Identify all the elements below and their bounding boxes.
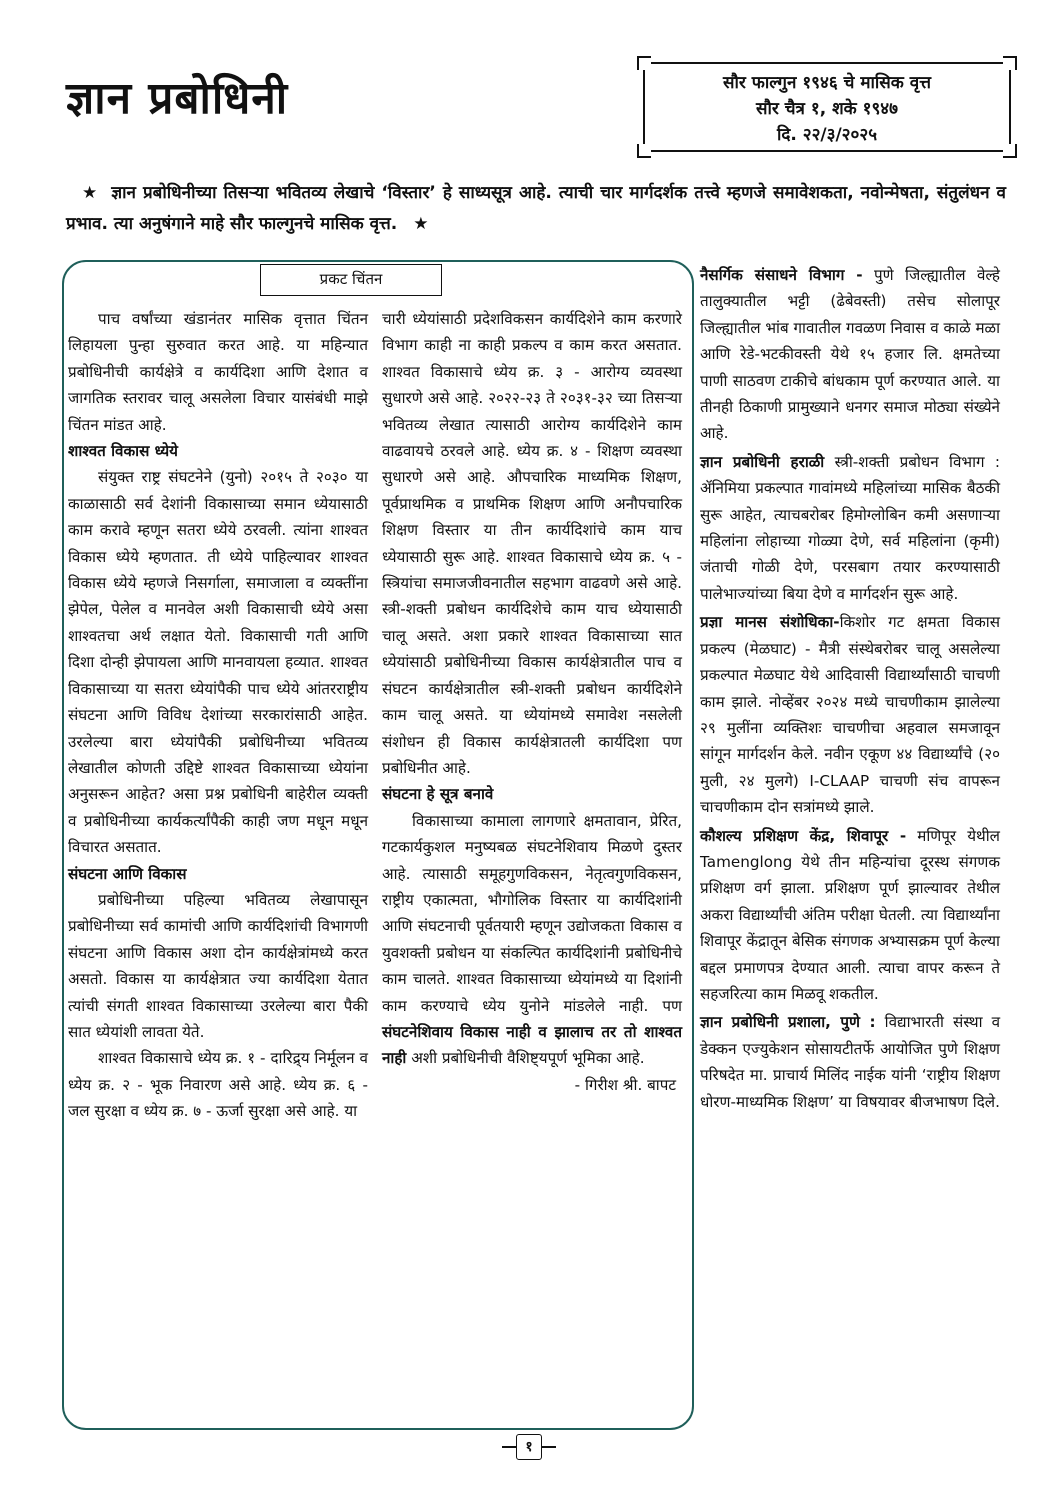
panel-title: प्रकट चिंतन bbox=[260, 264, 442, 296]
column-2 bbox=[382, 306, 682, 1098]
news-body: स्त्री-शक्ती प्रबोधन विभाग : ॲनिमिया प्रकल्पात गावांमध्ये महिलांच्या मासिक बैठकी सुरू आहेत, त्याचबरोबर हिमोग्लोबिन कमी असणाऱ्या महिलांना लोहाच्या गोळ्या देणे, सर्व महिलांना (कृमी) जंताची गोळी देणे, परसबाग तयार करण्यासाठी पालेभाज्यांच्या बिया देणे व मार्गदर्शन सुरू आहे. bbox=[700, 452, 1000, 603]
star-icon: ★ bbox=[82, 183, 98, 203]
paragraph: संयुक्त राष्ट्र संघटनेने (युनो) २०१५ ते २०३० या काळासाठी सर्व देशांनी विकासाच्या समान ध्येयासाठी काम करावे म्हणून सतरा ध्येये ठरवली. त्यांना शाश्वत विकास ध्येये म्हणतात. ती ध्येये पाहिल्यावर शाश्वत विकास ध्येये म्हणजे निसर्गाला, समाजाला व व्यक्तींना झेपेल, पेलेल व मानवेल अशी विकासाची ध्येये असा शाश्वतचा अर्थ लक्षात येतो. विकासाची गती आणि दिशा दोन्ही झेपायला आणि मानवायला हव्यात. शाश्वत विकासाच्या या सतरा ध्येयांपैकी पाच ध्येये आंतरराष्ट्रीय संघटना आणि विविध देशांच्या सरकारांसाठी आहेत. उरलेल्या बारा ध्येयांपैकी प्रबोधिनीच्या भवितव्य लेखातील कोणती उद्दिष्टे शाश्वत विकासाच्या ध्येयांना अनुसरून आहेत? असा प्रश्न प्रबोधिनी बाहेरील व्यक्ती व प्रबोधिनीच्या कार्यकर्त्यांपैकी काही जण मधून मधून विचारत असतात. bbox=[68, 468, 368, 857]
page-number-value: १ bbox=[516, 1434, 542, 1460]
news-item bbox=[700, 262, 1000, 447]
paragraph: प्रबोधिनीच्या पहिल्या भवितव्य लेखापासून प्रबोधिनीच्या सर्व कामांची आणि कार्यदिशांची विभागणी संघटना आणि विकास अशा दोन कार्यक्षेत्रांमध्ये करत असतो. विकास या कार्यक्षेत्रात ज्या कार्यदिशा येतात त्यांची संगती शाश्वत विकासाच्या उरलेल्या बारा पैकी सात ध्येयांशी लावता येते. bbox=[68, 890, 368, 1041]
date-line-1: सौर फाल्गुन १९४६ चे मासिक वृत्त bbox=[723, 73, 931, 93]
paragraph: चारी ध्येयांसाठी प्रदेशविकसन कार्यदिशेने काम करणारे विभाग काही ना काही प्रकल्प व काम करत असतात. शाश्वत विकासाचे ध्येय क्र. ३ - आरोग्य व्यवस्था सुधारणे असे आहे. २०२२-२३ ते २०३१-३२ च्या तिसऱ्या भवितव्य लेखात त्यासाठी आरोग्य कार्यदिशेने काम वाढवायचे ठरवले आहे. ध्येय क्र. ४ - शिक्षण व्यवस्था सुधारणे असे आहे. औपचारिक माध्यमिक शिक्षण, पूर्वप्राथमिक व प्राथमिक शिक्षण आणि अनौपचारिक शिक्षण विस्तार या तीन कार्यदिशांचे काम याच ध्येयासाठी सुरू आहे. शाश्वत विकासाचे ध्येय क्र. ५ - स्त्रियांचा समाजजीवनातील सहभाग वाढवणे असे आहे. स्त्री-शक्ती प्रबोधन कार्यदिशेचे काम याच ध्येयासाठी चालू असते. अशा प्रकारे शाश्वत विकासाच्या सात ध्येयांसाठी प्रबोधिनीच्या विकास कार्यक्षेत्रातील पाच व संघटन कार्यक्षेत्रातील स्त्री-शक्ती प्रबोधन कार्यदिशेने काम चालू असते. या ध्येयांमध्ये समावेश नसलेली संशोधन ही विकास कार्यक्षेत्रातली कार्यदिशा पण प्रबोधिनीत आहे. bbox=[382, 310, 682, 777]
page-number bbox=[494, 1434, 564, 1460]
section-heading: शाश्वत विकास ध्येये bbox=[68, 442, 178, 461]
bold-text: संघटनेशिवाय विकास नाही व झालाच तर तो शाश्वत नाही bbox=[382, 1022, 682, 1068]
paragraph: शाश्वत विकासाचे ध्येय क्र. १ - दारिद्र्य निर्मूलन व ध्येय क्र. २ - भूक निवारण असे आहे. ध्येय क्र. ६ - जल सुरक्षा व ध्येय क्र. ७ - ऊर्जा सुरक्षा असे आहे. या bbox=[68, 1049, 368, 1121]
column-1 bbox=[68, 306, 368, 1125]
section-heading: संघटना आणि विकास bbox=[68, 864, 187, 883]
news-heading: नैसर्गिक संसाधने विभाग - bbox=[700, 266, 863, 284]
news-body: मणिपूर येथील Tamenglong येथे तीन महिन्यांचा दूरस्थ संगणक प्रशिक्षण वर्ग झाला. प्रशिक्षण पूर्ण झाल्यावर तेथील अकरा विद्यार्थ्यांची अंतिम परीक्षा घेतली. त्या विद्यार्थ्यांना शिवापूर केंद्रातून बेसिक संगणक अभ्यासक्रम पूर्ण केल्या बद्दल प्रमाणपत्र देण्यात आली. त्याचा वापर करून ते सहजरित्या काम मिळवू शकतील. bbox=[700, 826, 1000, 1003]
news-item bbox=[700, 1009, 1000, 1115]
news-heading: ज्ञान प्रबोधिनी प्रशाला, पुणे : bbox=[700, 1013, 876, 1032]
masthead-title: ज्ञान प्रबोधिनी bbox=[66, 73, 289, 124]
section-heading: संघटना हे सूत्र बनावे bbox=[382, 785, 494, 804]
date-line-2: सौर चैत्र १, शके १९४७ bbox=[756, 99, 898, 119]
news-body: किशोर गट क्षमता विकास प्रकल्प (मेळघाट) - मैत्री संस्थेबरोबर चालू असलेल्या प्रकल्पात मेळघाट येथे आदिवासी विद्यार्थ्यांसाठी चाचणी काम झाले. नोव्हेंबर २०२४ मध्ये चाचणीकाम झालेल्या २९ मुलींना व्यक्तिशः चाचणीचा अहवाल समजावून सांगून मार्गदर्शन केले. नवीन एकूण ४४ विद्यार्थ्यांचे (२० मुली, २४ मुलगे) I-CLAAP चाचणी संच वापरून चाचणीकाम दोन सत्रांमध्ये झाले. bbox=[700, 613, 1000, 817]
star-icon-end: ★ bbox=[413, 214, 429, 234]
intro-sentence: ज्ञान प्रबोधिनीच्या तिसऱ्या भवितव्य लेखाचे ‘विस्तार’ हे साध्यसूत्र आहे. त्याची चार मार्गदर्शक तत्त्वे म्हणजे समावेशकता, नवोन्मेषता, संतुलंधन व प्रभाव. त्या अनुषंगाने माहे सौर फाल्गुनचे मासिक वृत्त. bbox=[66, 183, 1006, 234]
paragraph: पाच वर्षांच्या खंडानंतर मासिक वृत्तात चिंतन लिहायला पुन्हा सुरुवात करत आहे. या महिन्यात प्रबोधिनीची कार्यक्षेत्रे व कार्यदिशा आणि देशात व जागतिक स्तरावर चालू असलेला विचार यासंबंधी माझे चिंतन मांडत आहे. bbox=[68, 310, 368, 434]
news-heading: ज्ञान प्रबोधिनी हराळी bbox=[700, 452, 825, 471]
news-body: पुणे जिल्ह्यातील वेल्हे तालुक्यातील भट्टी (ढेबेवस्ती) तसेच सोलापूर जिल्ह्यातील भांब गावातील गवळण निवास व काळे मळा आणि रेडे-भटकीवस्ती येथे १५ हजार लि. क्षमतेच्या पाणी साठवण टाकीचे बांधकाम पूर्ण करण्यात आले. या तीनही ठिकाणी प्रामुख्याने धनगर समाज मोठ्या संख्येने आहे. bbox=[700, 266, 1001, 443]
paragraph bbox=[382, 808, 682, 1072]
news-heading: प्रज्ञा मानस संशोधिका- bbox=[700, 613, 840, 632]
news-item bbox=[700, 449, 1000, 607]
intro-text bbox=[66, 178, 1006, 240]
column-3 bbox=[700, 262, 1000, 1117]
news-item bbox=[700, 609, 1000, 820]
text: अशी प्रबोधिनीची वैशिष्ट्यपूर्ण भूमिका आहे. bbox=[411, 1049, 645, 1068]
news-item bbox=[700, 823, 1000, 1008]
news-body: विद्याभारती संस्था व डेक्कन एज्युकेशन सोसायटीतर्फे आयोजित पुणे शिक्षण परिषदेत मा. प्राचार्य मिलिंद नाईक यांनी ‘राष्ट्रीय शिक्षण धोरण-माध्यमिक शिक्षण’ या विषयावर बीजभाषण दिले. bbox=[700, 1013, 1001, 1111]
news-heading: कौशल्य प्रशिक्षण केंद्र, शिवापूर - bbox=[700, 826, 907, 845]
date-box bbox=[643, 62, 1011, 152]
date-line-3: दि. २२/३/२०२५ bbox=[776, 125, 878, 145]
signature: - गिरीश श्री. बापट bbox=[574, 1075, 676, 1094]
text: विकासाच्या कामाला लागणारे क्षमतावान, प्रेरित, गटकार्यकुशल मनुष्यबळ संघटनेशिवाय मिळणे दुस्तर आहे. त्यासाठी समूहगुणविकसन, नेतृत्वगुणविकसन, राष्ट्रीय एकात्मता, भौगोलिक विस्तार या कार्यदिशांनी आणि संघटनाची पूर्वतयारी म्हणून उद्योजकता विकास व युवशक्ती प्रबोधन या संकल्पित कार्यदिशांनी प्रबोधिनीचे काम चालते. शाश्वत विकासाच्या ध्येयांमध्ये या दिशांनी काम करण्याचे ध्येय युनोने मांडलेले नाही. पण bbox=[382, 811, 682, 1015]
